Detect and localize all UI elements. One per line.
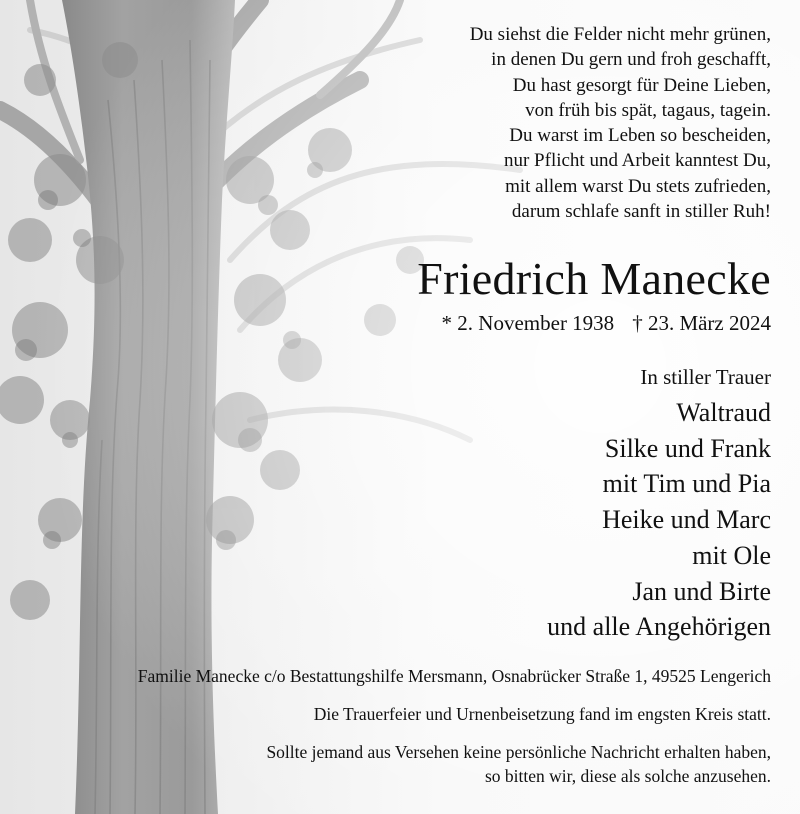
mourner-line: und alle Angehörigen xyxy=(547,612,771,642)
family-address: Familie Manecke c/o Bestattungshilfe Mersmann, Osnabrücker Straße 1, 49525 Lengerich xyxy=(137,666,771,686)
ceremony-note: Die Trauerfeier und Urnenbeisetzung fand im engsten Kreis statt. xyxy=(313,704,771,724)
poem-line: darum schlafe sanft in stiller Ruh! xyxy=(511,201,771,223)
mourner-line: Waltraud xyxy=(676,398,771,427)
poem-line: Du siehst die Felder nicht mehr grünen, xyxy=(469,24,771,45)
poem-line: Du hast gesorgt für Deine Lieben, xyxy=(512,74,771,96)
mourner-line: mit Tim und Pia xyxy=(602,469,771,499)
death-date: † 23. März 2024 xyxy=(632,311,771,335)
deceased-name: Friedrich Manecke xyxy=(417,253,771,304)
notification-line: so bitten wir, diese als solche anzusehen. xyxy=(484,766,771,786)
notification-note xyxy=(266,740,771,788)
notification-line: Sollte jemand aus Versehen keine persönliche Nachricht erhalten haben, xyxy=(266,742,771,762)
mourner-line: Silke und Frank xyxy=(604,433,771,463)
mourners-list xyxy=(547,395,771,645)
poem-line: von früh bis spät, tagaus, tagein. xyxy=(525,99,771,121)
poem-line: in denen Du gern und froh geschafft, xyxy=(491,49,771,71)
mourner-line: Heike und Marc xyxy=(602,505,771,535)
life-dates xyxy=(442,309,771,337)
birth-date: * 2. November 1938 xyxy=(441,311,615,335)
mourner-line: mit Ole xyxy=(692,540,771,570)
mourner-line: Jan und Birte xyxy=(632,576,771,606)
poem-line: Du warst im Leben so bescheiden, xyxy=(509,125,771,147)
poem-line: mit allem warst Du stets zufrieden, xyxy=(505,175,771,197)
poem xyxy=(470,22,771,224)
poem-line: nur Pflicht und Arbeit kanntest Du, xyxy=(503,150,771,172)
mourning-heading: In stiller Trauer xyxy=(640,365,771,389)
